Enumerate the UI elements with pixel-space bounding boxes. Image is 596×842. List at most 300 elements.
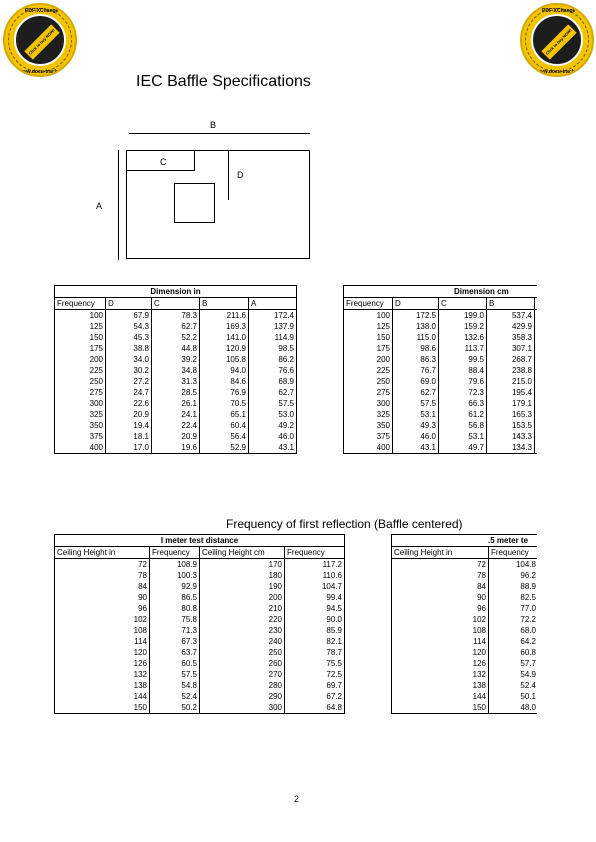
table-cell: 54.8: [150, 680, 200, 691]
table-cell: 126: [55, 658, 150, 669]
table-row: [55, 310, 297, 322]
table-cell: 24.7: [106, 387, 152, 398]
table-cell: 52.9: [200, 442, 249, 454]
table-cell: 211.6: [200, 310, 249, 322]
table-cell: 88.4: [439, 365, 487, 376]
table-cell: 56.8: [439, 420, 487, 431]
table-cell: 105.8: [200, 354, 249, 365]
column-header: A: [249, 298, 297, 310]
table-row: [55, 442, 297, 454]
table-row: [344, 365, 538, 376]
table-row: [392, 559, 538, 571]
table-cell: 46.0: [249, 431, 297, 442]
table-cell: 34.8: [152, 365, 200, 376]
table-cell: 62.7: [152, 321, 200, 332]
table-cell: [535, 431, 538, 442]
group-header-row: [344, 286, 538, 298]
table-cell: 84: [392, 581, 489, 592]
table-row: [55, 636, 345, 647]
table-cell: 96: [392, 603, 489, 614]
table-cell: 38.8: [106, 343, 152, 354]
group-header-row: [55, 286, 297, 298]
table-cell: [535, 442, 538, 454]
column-header-row: [344, 298, 538, 310]
reflection-1m-table: [54, 534, 345, 714]
table-cell: [535, 398, 538, 409]
badge-band: Click to buy NOW!: [541, 24, 576, 59]
table-cell: 20.9: [152, 431, 200, 442]
table-cell: 43.1: [249, 442, 297, 454]
table-cell: 300: [344, 398, 393, 409]
table-cell: 49.3: [393, 420, 439, 431]
column-header: Frequency: [150, 547, 200, 559]
table-row: [55, 343, 297, 354]
table-cell: 144: [392, 691, 489, 702]
table-row: [55, 614, 345, 625]
table-cell: 52.4: [489, 680, 538, 691]
label-d: D: [237, 170, 244, 180]
table-cell: 75.8: [150, 614, 200, 625]
table-cell: 75.5: [285, 658, 345, 669]
table-cell: 84.6: [200, 376, 249, 387]
table-cell: 50.2: [150, 702, 200, 714]
table-cell: 65.1: [200, 409, 249, 420]
table-cell: 34.0: [106, 354, 152, 365]
table-row: [392, 592, 538, 603]
table-cell: 94.0: [200, 365, 249, 376]
table-cell: 307.1: [487, 343, 535, 354]
table-cell: [535, 365, 538, 376]
table-cell: 64.2: [489, 636, 538, 647]
table-cell: 49.7: [439, 442, 487, 454]
table-cell: [535, 321, 538, 332]
table-row: [344, 321, 538, 332]
badge-bottom-text: www.docu-track.com: [536, 69, 587, 75]
table-cell: 69.7: [285, 680, 345, 691]
table-row: [55, 570, 345, 581]
table-cell: [535, 387, 538, 398]
label-c: C: [160, 157, 167, 167]
table-cell: 250: [344, 376, 393, 387]
table-cell: 250: [200, 647, 285, 658]
table-cell: 66.3: [439, 398, 487, 409]
table-cell: 90: [55, 592, 150, 603]
badge-bottom-text: www.docu-track.com: [19, 69, 70, 75]
table-cell: 94.5: [285, 603, 345, 614]
table-cell: 250: [55, 376, 106, 387]
table-cell: 43.1: [393, 442, 439, 454]
table-cell: 44.8: [152, 343, 200, 354]
table-cell: 17.0: [106, 442, 152, 454]
table-cell: 69.0: [393, 376, 439, 387]
table-cell: 78: [392, 570, 489, 581]
table-row: [55, 321, 297, 332]
table-cell: 153.5: [487, 420, 535, 431]
table-cell: 114: [55, 636, 150, 647]
column-header-row: [392, 547, 538, 559]
table-cell: 230: [200, 625, 285, 636]
reflection-15m-wrap: [391, 534, 537, 738]
table-cell: 99.4: [285, 592, 345, 603]
table-row: [392, 669, 538, 680]
table-cell: 159.2: [439, 321, 487, 332]
table-cell: 150: [55, 702, 150, 714]
dimension-in-table: [54, 285, 297, 454]
group-header-row: [392, 535, 538, 547]
table-cell: 80.8: [150, 603, 200, 614]
table-cell: 46.0: [393, 431, 439, 442]
table-cell: 76.6: [249, 365, 297, 376]
table-cell: 225: [344, 365, 393, 376]
table-cell: 72.5: [285, 669, 345, 680]
table-cell: 82.5: [489, 592, 538, 603]
table-row: [344, 310, 538, 322]
table-row: [55, 702, 345, 714]
table-row: [55, 647, 345, 658]
table-row: [392, 636, 538, 647]
table-row: [55, 691, 345, 702]
table-row: [55, 420, 297, 431]
table-cell: 54.9: [489, 669, 538, 680]
table-cell: 100: [55, 310, 106, 322]
table-row: [55, 680, 345, 691]
table-cell: 290: [200, 691, 285, 702]
table-cell: 215.0: [487, 376, 535, 387]
column-header: Frequency: [489, 547, 538, 559]
table-cell: 170: [200, 559, 285, 571]
table-cell: 199.0: [439, 310, 487, 322]
table-cell: 82.1: [285, 636, 345, 647]
table-cell: [535, 376, 538, 387]
table-cell: 67.2: [285, 691, 345, 702]
table-row: [55, 332, 297, 343]
group-header: Dimension in: [55, 286, 297, 298]
table-row: [344, 343, 538, 354]
column-header: [535, 298, 538, 310]
table-cell: 57.7: [489, 658, 538, 669]
table-cell: 57.5: [150, 669, 200, 680]
section-title: Frequency of first reflection (Baffle centered): [226, 517, 463, 531]
table-cell: 132.6: [439, 332, 487, 343]
table-cell: 19.4: [106, 420, 152, 431]
table-cell: 200: [344, 354, 393, 365]
table-cell: 70.5: [200, 398, 249, 409]
column-header: Frequency: [55, 298, 106, 310]
table-cell: 78.7: [285, 647, 345, 658]
dimension-cm-table: [343, 285, 537, 454]
table-cell: 150: [55, 332, 106, 343]
table-row: [392, 581, 538, 592]
table-cell: 195.4: [487, 387, 535, 398]
label-b: B: [210, 120, 217, 130]
table-cell: 98.5: [249, 343, 297, 354]
table-cell: 76.7: [393, 365, 439, 376]
column-header-row: [55, 298, 297, 310]
table-cell: 104.8: [489, 559, 538, 571]
badge-band: Click to buy NOW!: [24, 24, 59, 59]
table-cell: 200: [200, 592, 285, 603]
table-row: [344, 442, 538, 454]
table-cell: 180: [200, 570, 285, 581]
table-cell: 68.0: [489, 625, 538, 636]
table-row: [55, 398, 297, 409]
table-cell: 86.2: [249, 354, 297, 365]
table-cell: [535, 332, 538, 343]
table-cell: 120.9: [200, 343, 249, 354]
table-cell: 138.0: [393, 321, 439, 332]
table-cell: 113.7: [439, 343, 487, 354]
group-header: I meter test distance: [55, 535, 345, 547]
table-cell: 99.5: [439, 354, 487, 365]
pdf-xchange-badge-left[interactable]: [3, 3, 77, 77]
table-cell: 31.3: [152, 376, 200, 387]
table-cell: 88.9: [489, 581, 538, 592]
table-cell: 77.0: [489, 603, 538, 614]
pdf-xchange-badge-right[interactable]: [520, 3, 594, 77]
table-cell: 134.3: [487, 442, 535, 454]
dimension-line-c: [126, 170, 195, 171]
table-cell: 120: [392, 647, 489, 658]
column-header: Frequency: [285, 547, 345, 559]
table-cell: 270: [200, 669, 285, 680]
table-cell: 61.2: [439, 409, 487, 420]
table-cell: 96: [55, 603, 150, 614]
table-row: [344, 420, 538, 431]
table-cell: 108: [392, 625, 489, 636]
table-cell: 62.7: [393, 387, 439, 398]
table-row: [344, 409, 538, 420]
table-cell: 143.3: [487, 431, 535, 442]
table-cell: 53.1: [393, 409, 439, 420]
table-cell: 138: [55, 680, 150, 691]
table-row: [344, 332, 538, 343]
table-cell: 68.9: [249, 376, 297, 387]
table-cell: 76.9: [200, 387, 249, 398]
table-cell: 56.4: [200, 431, 249, 442]
table-cell: 400: [55, 442, 106, 454]
table-row: [392, 680, 538, 691]
table-row: [55, 625, 345, 636]
label-a: A: [96, 201, 103, 211]
table-row: [55, 431, 297, 442]
table-cell: 210: [200, 603, 285, 614]
table-row: [55, 592, 345, 603]
table-cell: 52.4: [150, 691, 200, 702]
table-cell: 172.5: [393, 310, 439, 322]
table-cell: 137.9: [249, 321, 297, 332]
table-cell: 60.4: [200, 420, 249, 431]
table-cell: 72: [55, 559, 150, 571]
table-row: [55, 669, 345, 680]
table-cell: 400: [344, 442, 393, 454]
table-row: [55, 603, 345, 614]
table-cell: 350: [344, 420, 393, 431]
table-cell: 67.9: [106, 310, 152, 322]
dimension-line-d: [228, 150, 229, 200]
table-cell: 67.3: [150, 636, 200, 647]
table-row: [55, 365, 297, 376]
table-row: [55, 409, 297, 420]
table-row: [344, 376, 538, 387]
table-cell: 92.9: [150, 581, 200, 592]
table-cell: 98.6: [393, 343, 439, 354]
table-cell: 108.9: [150, 559, 200, 571]
column-header: B: [487, 298, 535, 310]
column-header: Ceiling Height in: [392, 547, 489, 559]
table-cell: [535, 354, 538, 365]
table-cell: 90.0: [285, 614, 345, 625]
table-cell: 300: [55, 398, 106, 409]
table-cell: 138: [392, 680, 489, 691]
table-row: [392, 614, 538, 625]
column-header: Ceiling Height cm: [200, 547, 285, 559]
table-cell: 19.6: [152, 442, 200, 454]
table-cell: 22.4: [152, 420, 200, 431]
table-cell: 27.2: [106, 376, 152, 387]
group-header-row: [55, 535, 345, 547]
dimension-line-b: [129, 133, 310, 134]
column-header: D: [106, 298, 152, 310]
group-header: Dimension cm: [344, 286, 538, 298]
column-header: C: [439, 298, 487, 310]
column-header: B: [200, 298, 249, 310]
table-row: [392, 702, 538, 714]
table-cell: 117.2: [285, 559, 345, 571]
table-cell: [535, 420, 538, 431]
table-cell: 429.9: [487, 321, 535, 332]
badge-top-text: PDF-XChange: [25, 8, 59, 14]
table-cell: 537.4: [487, 310, 535, 322]
table-cell: 71.3: [150, 625, 200, 636]
table-row: [344, 398, 538, 409]
table-cell: 268.7: [487, 354, 535, 365]
table-cell: 20.9: [106, 409, 152, 420]
dimension-line-a: [118, 150, 119, 260]
table-cell: 179.1: [487, 398, 535, 409]
table-cell: 90: [392, 592, 489, 603]
table-row: [55, 658, 345, 669]
table-cell: 240: [200, 636, 285, 647]
table-cell: 275: [55, 387, 106, 398]
table-cell: 175: [344, 343, 393, 354]
table-cell: 132: [55, 669, 150, 680]
table-cell: 125: [55, 321, 106, 332]
table-cell: 52.2: [152, 332, 200, 343]
table-cell: 108: [55, 625, 150, 636]
table-cell: 175: [55, 343, 106, 354]
table-cell: 350: [55, 420, 106, 431]
table-cell: 49.2: [249, 420, 297, 431]
table-cell: 300: [200, 702, 285, 714]
table-cell: 114.9: [249, 332, 297, 343]
reflection-15m-table: [391, 534, 537, 714]
table-cell: 84: [55, 581, 150, 592]
table-cell: 100.3: [150, 570, 200, 581]
column-header: Ceiling Height in: [55, 547, 150, 559]
table-cell: 225: [55, 365, 106, 376]
table-cell: 54.3: [106, 321, 152, 332]
table-cell: 102: [392, 614, 489, 625]
table-row: [392, 625, 538, 636]
driver-cutout: [174, 183, 215, 223]
table-cell: 78.3: [152, 310, 200, 322]
table-cell: 22.6: [106, 398, 152, 409]
table-cell: 63.7: [150, 647, 200, 658]
table-cell: 104.7: [285, 581, 345, 592]
table-row: [55, 559, 345, 571]
table-cell: 141.0: [200, 332, 249, 343]
table-row: [55, 354, 297, 365]
table-cell: 53.0: [249, 409, 297, 420]
table-row: [55, 387, 297, 398]
baffle-outline: [126, 150, 310, 259]
table-cell: 62.7: [249, 387, 297, 398]
table-cell: 50.1: [489, 691, 538, 702]
table-cell: 78: [55, 570, 150, 581]
table-cell: 190: [200, 581, 285, 592]
table-cell: [535, 343, 538, 354]
table-cell: 120: [55, 647, 150, 658]
table-cell: 24.1: [152, 409, 200, 420]
table-cell: 26.1: [152, 398, 200, 409]
table-row: [392, 603, 538, 614]
table-row: [344, 431, 538, 442]
table-cell: 86.3: [393, 354, 439, 365]
table-cell: 125: [344, 321, 393, 332]
table-cell: 48.0: [489, 702, 538, 714]
table-cell: 39.2: [152, 354, 200, 365]
table-cell: 30.2: [106, 365, 152, 376]
table-cell: 72.3: [439, 387, 487, 398]
table-cell: 126: [392, 658, 489, 669]
dimension-cm-wrap: [343, 285, 537, 477]
column-header: C: [152, 298, 200, 310]
table-row: [55, 581, 345, 592]
table-row: [344, 387, 538, 398]
table-cell: [535, 310, 538, 322]
table-cell: [535, 409, 538, 420]
table-cell: 86.5: [150, 592, 200, 603]
table-cell: 325: [344, 409, 393, 420]
table-cell: 64.8: [285, 702, 345, 714]
badge-top-text: PDF-XChange: [542, 8, 576, 14]
table-row: [392, 691, 538, 702]
table-cell: 57.5: [393, 398, 439, 409]
table-cell: 375: [344, 431, 393, 442]
table-row: [392, 570, 538, 581]
table-cell: 60.8: [489, 647, 538, 658]
table-cell: 150: [344, 332, 393, 343]
table-cell: 53.1: [439, 431, 487, 442]
table-cell: 60.5: [150, 658, 200, 669]
group-header: .5 meter te: [392, 535, 538, 547]
page-title: IEC Baffle Specifications: [136, 73, 311, 90]
table-cell: 57.5: [249, 398, 297, 409]
dimension-line-c-tick: [194, 150, 195, 171]
table-cell: 85.9: [285, 625, 345, 636]
table-cell: 28.5: [152, 387, 200, 398]
column-header: D: [393, 298, 439, 310]
table-cell: 220: [200, 614, 285, 625]
table-cell: 358.3: [487, 332, 535, 343]
table-cell: 45.3: [106, 332, 152, 343]
table-cell: 96.2: [489, 570, 538, 581]
table-cell: 144: [55, 691, 150, 702]
table-cell: 102: [55, 614, 150, 625]
table-cell: 280: [200, 680, 285, 691]
table-cell: 100: [344, 310, 393, 322]
table-cell: 260: [200, 658, 285, 669]
